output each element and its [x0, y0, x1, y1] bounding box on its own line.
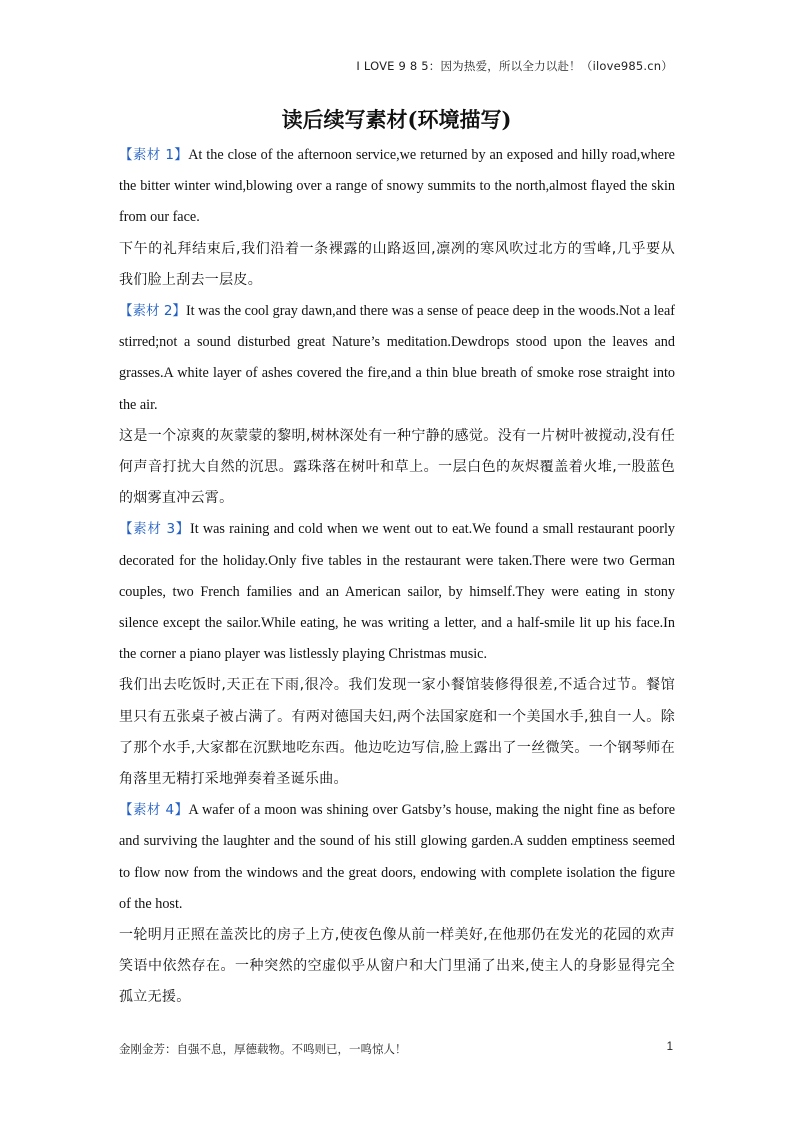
material-block-3	[119, 514, 675, 795]
material-tag: 【素材 4】	[119, 802, 189, 819]
material-tag: 【素材 2】	[119, 303, 186, 320]
material-chinese-text: 下午的礼拜结束后,我们沿着一条裸露的山路返回,凛冽的寒风吹过北方的雪峰,几乎要从我们脸上刮去一层皮。	[119, 240, 675, 288]
material-chinese-text: 一轮明月正照在盖茨比的房子上方,使夜色像从前一样美好,在他那仍在发光的花园的欢声笑语中依然存在。一种突然的空虚似乎从窗户和大门里涌了出来,使主人的身影显得完全孤立无援。	[119, 927, 675, 1006]
material-block-4	[119, 795, 675, 1013]
material-tag: 【素材 1】	[119, 147, 189, 163]
material-english: A wafer of a moon was shining over Gatsby’s house, making the night fine as before and surviving the laughter and the sound of his still glowing garden.A sudden emptiness seemed to flow now from the windows and the great doors, endowing with complete isolation the figure of the host.	[119, 802, 675, 912]
material-chinese-text: 这是一个凉爽的灰蒙蒙的黎明,树林深处有一种宁静的感觉。没有一片树叶被搅动,没有任何声音打扰大自然的沉思。露珠落在树叶和草上。一层白色的灰烬覆盖着火堆,一股蓝色的烟雾直冲云霄。	[119, 427, 675, 507]
footer-motto: 金刚金芳：自强不息，厚德载物。不鸣则已，一鸣惊人！	[119, 1042, 407, 1056]
page-header: I LOVE 9 8 5：因为热爱，所以全力以赴！（ilove985.cn）	[356, 59, 673, 73]
material-chinese-text: 我们出去吃饭时,天正在下雨,很冷。我们发现一家小餐馆装修得很差,不适合过节。餐馆里只有五张桌子被占满了。有两对德国夫妇,两个法国家庭和一个美国水手,独自一人。除了那个水手,大家都在沉默地吃东西。他边吃边写信,脸上露出了一丝微笑。一个钢琴师在角落里无精打采地弹奏着圣诞乐曲。	[119, 677, 675, 788]
material-english: It was the cool gray dawn,and there was a sense of peace deep in the woods.Not a leaf stirred;not a sound disturbed great Nature’s meditation.Dewdrops stood upon the leaves and grasses.A white layer of ashes covered the fire,and a thin blue breath of smoke rose straight into the air.	[119, 303, 675, 413]
material-english-text	[119, 514, 675, 670]
document-body	[119, 140, 675, 1014]
page-title: 读后续写素材(环境描写)	[281, 107, 512, 132]
material-english-text	[119, 795, 675, 920]
material-english-text	[119, 140, 675, 234]
material-english-text	[119, 296, 675, 421]
material-block-1	[119, 140, 675, 296]
material-tag: 【素材 3】	[119, 521, 190, 538]
material-english: At the close of the afternoon service,we returned by an exposed and hilly road,where the bitter winter wind,blowing over a range of snowy summits to the north,almost flayed the skin from our face.	[119, 147, 675, 226]
material-block-2	[119, 296, 675, 514]
material-english: It was raining and cold when we went out to eat.We found a small restaurant poorly decorated for the holiday.Only five tables in the restaurant were taken.There were two German couples, two French families and an American sailor, by himself.They were eating in stony silence except the sailor.While eating, he was writing a letter, and a half-smile lit up his face.In the corner a piano player was listlessly playing Christmas music.	[119, 521, 675, 663]
page-number: 1	[666, 1041, 673, 1053]
